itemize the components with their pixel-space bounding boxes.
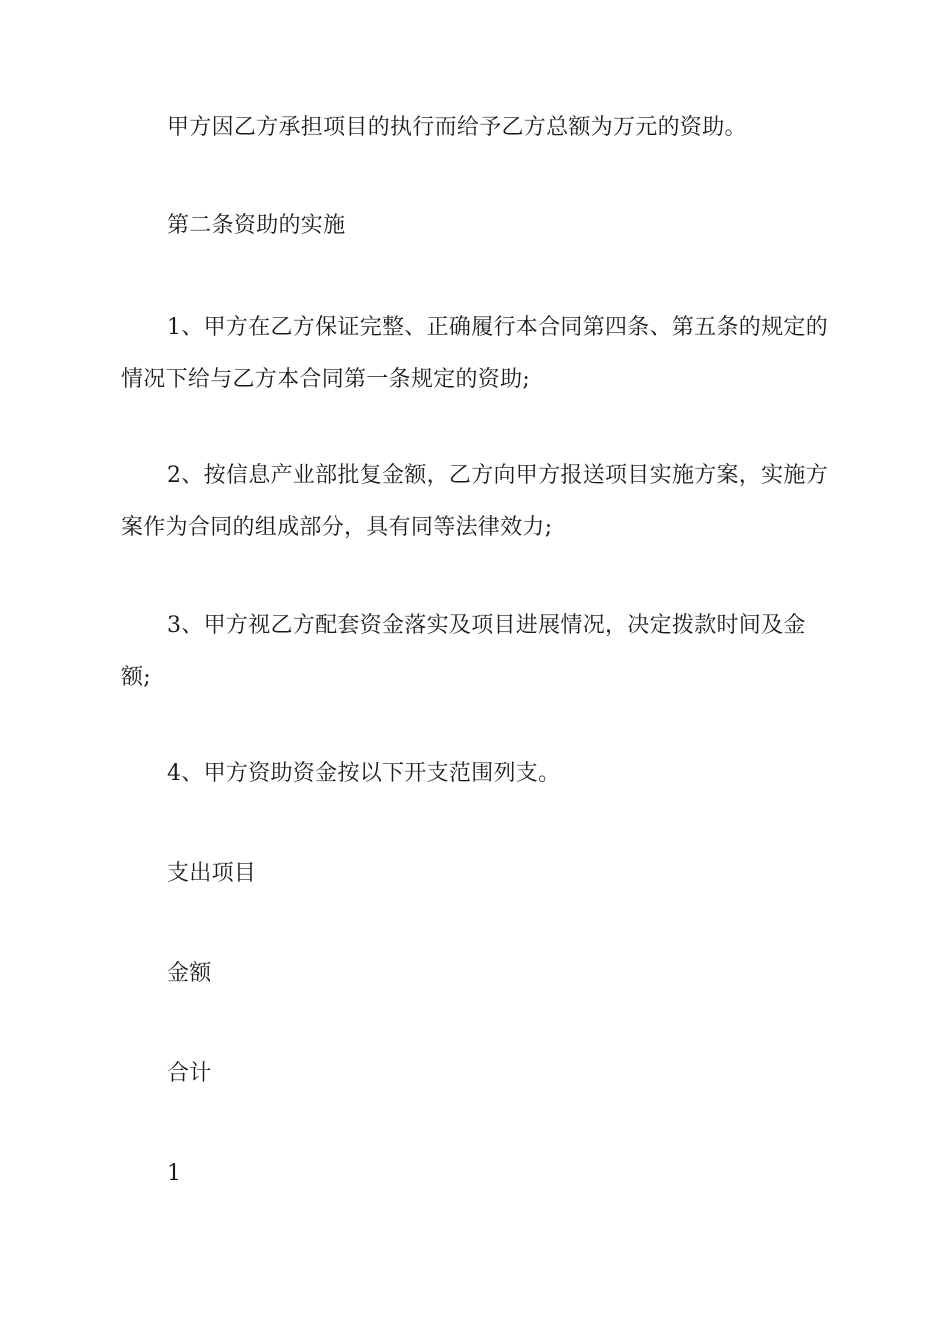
section-heading-article-2: 第二条资助的实施 — [167, 213, 346, 238]
clause-1: 1、甲方在乙方保证完整、正确履行本合同第四条、第五条的规定的情况下给与乙方本合同第一条规定的资助; — [121, 315, 828, 392]
clause-2: 2、按信息产业部批复金额，乙方向甲方报送项目实施方案，实施方案作为合同的组成部分，具有同等法律效力; — [121, 463, 828, 540]
table-header-total: 合计 — [167, 1061, 212, 1086]
table-header-amount: 金额 — [167, 961, 212, 986]
clause-3: 3、甲方视乙方配套资金落实及项目进展情况，决定拨款时间及金额; — [121, 613, 806, 690]
paragraph-funding-total: 甲方因乙方承担项目的执行而给予乙方总额为万元的资助。 — [167, 115, 747, 140]
table-header-expense-item: 支出项目 — [167, 861, 257, 886]
clause-4: 4、甲方资助资金按以下开支范围列支。 — [167, 761, 561, 786]
table-row-number: 1 — [167, 1161, 182, 1186]
